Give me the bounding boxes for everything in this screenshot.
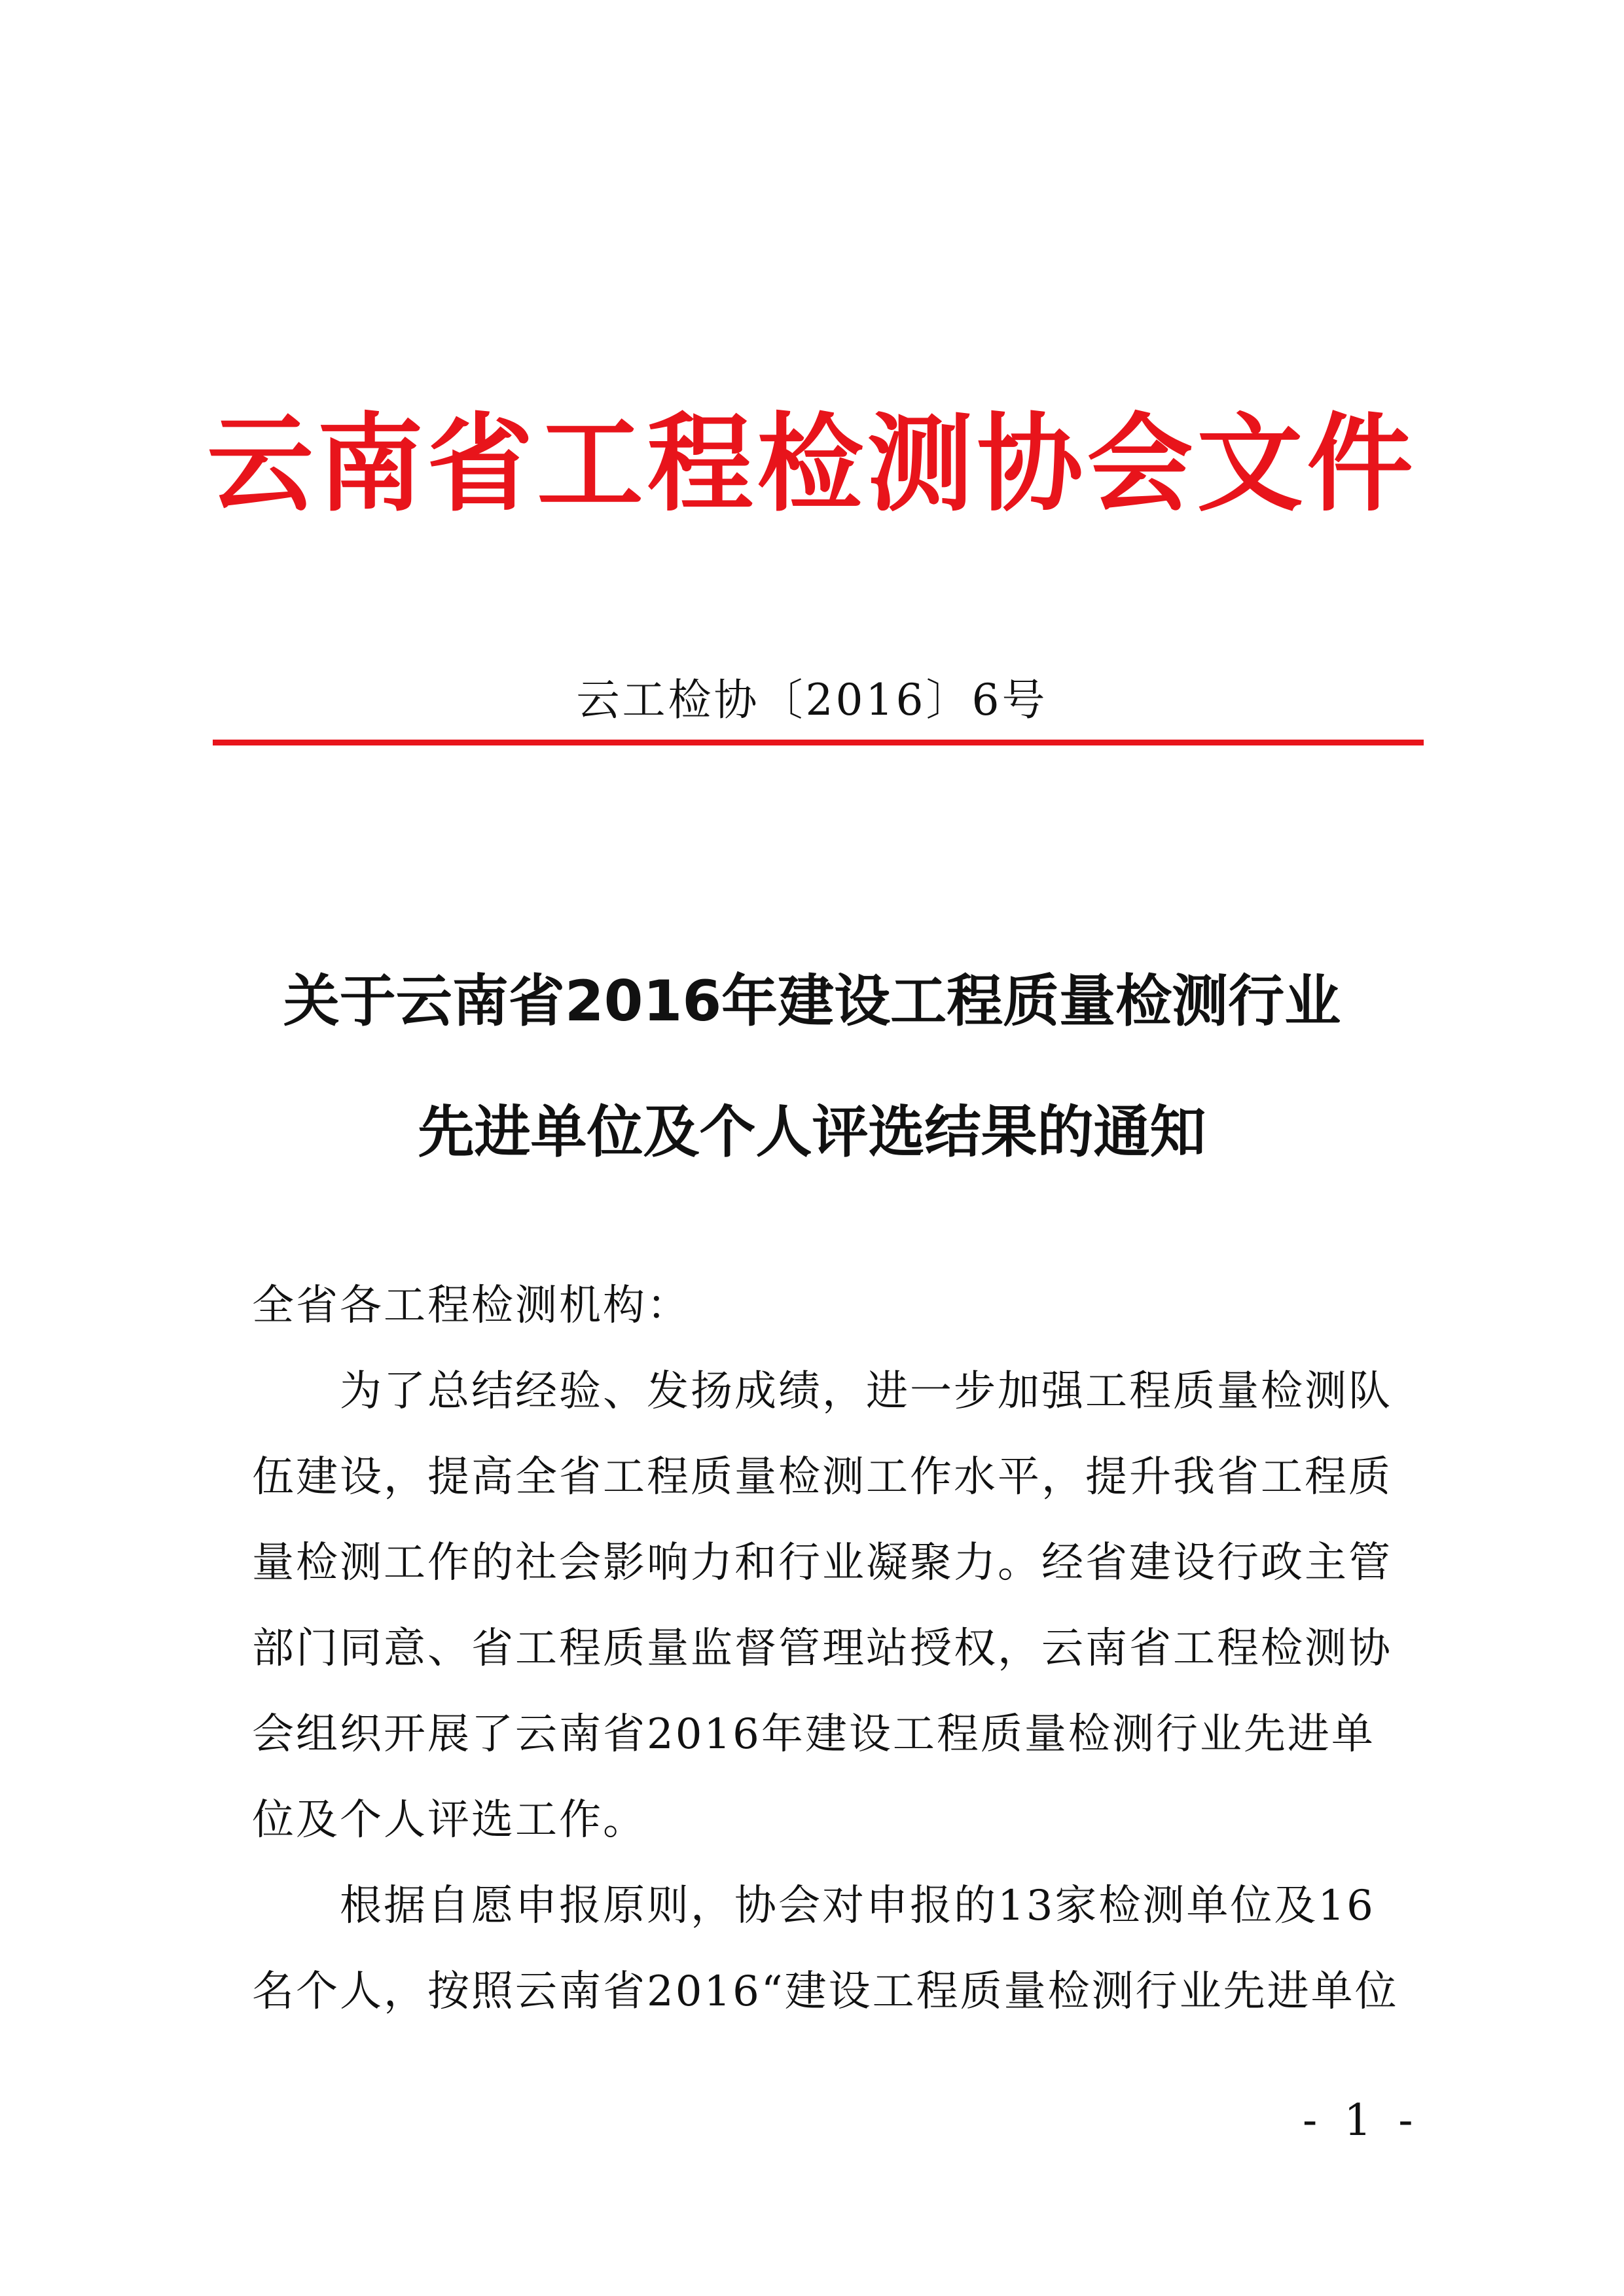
- notice-title-line: 先进单位及个人评选结果的通知: [418, 1100, 1206, 1165]
- document-number: 云工检协〔2016〕6号: [576, 675, 1048, 725]
- body-line: 名个人，按照云南省2016“建设工程质量检测行业先进单位: [252, 1967, 1399, 2016]
- body-line: 伍建设，提高全省工程质量检测工作水平，提升我省工程质: [252, 1453, 1392, 1501]
- body-text: [252, 1263, 1399, 2035]
- page-number: - 1 -: [1303, 2095, 1420, 2145]
- body-line: 根据自愿申报原则，协会对申报的13家检测单位及16: [252, 1882, 1375, 1930]
- body-line: 为了总结经验、发扬成绩，进一步加强工程质量检测队: [252, 1367, 1392, 1416]
- body-line: 量检测工作的社会影响力和行业凝聚力。经省建设行政主管: [252, 1539, 1392, 1587]
- document-header-title: 云南省工程检测协会文件: [207, 403, 1417, 526]
- red-divider-line: [213, 740, 1424, 745]
- notice-title: [0, 936, 1624, 1198]
- notice-title-line: 关于云南省2016年建设工程质量检测行业: [283, 969, 1341, 1034]
- salutation: 全省各工程检测机构：: [252, 1282, 691, 1330]
- body-line: 会组织开展了云南省2016年建设工程质量检测行业先进单: [252, 1710, 1375, 1759]
- body-line: 位及个人评选工作。: [252, 1796, 647, 1844]
- body-line: 部门同意、省工程质量监督管理站授权，云南省工程检测协: [252, 1624, 1392, 1673]
